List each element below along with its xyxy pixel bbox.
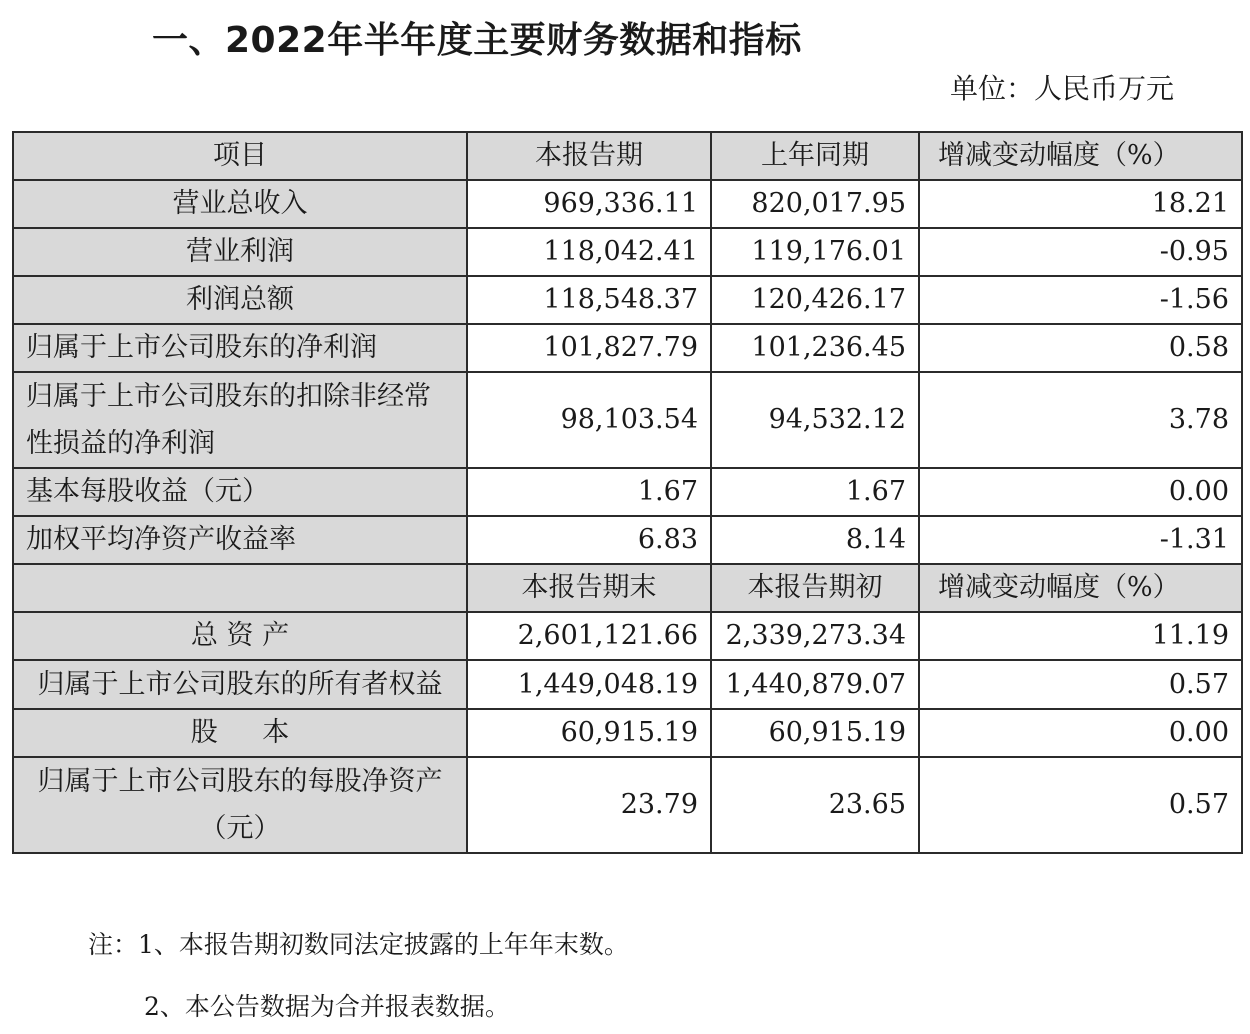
change-value: 0.57: [919, 757, 1242, 853]
table-row: [13, 709, 1242, 757]
footnote-1: 注：1、本报告期初数同法定披露的上年年末数。: [88, 930, 629, 959]
row-label: 营业利润: [13, 228, 467, 276]
current-value: 1.67: [467, 468, 711, 516]
header-period-begin: 本报告期初: [711, 564, 919, 612]
row-label: 股 本: [13, 709, 467, 757]
current-value: 98,103.54: [467, 372, 711, 468]
table-row: [13, 180, 1242, 228]
table-subheader-row: [13, 564, 1242, 612]
currency-unit: 单位：人民币万元: [949, 72, 1174, 105]
table-row: [13, 660, 1242, 709]
prior-value: 94,532.12: [711, 372, 919, 468]
current-value: 6.83: [467, 516, 711, 564]
table-row: [13, 612, 1242, 660]
row-label: 归属于上市公司股东的每股净资产（元）: [13, 757, 467, 853]
header-prior-period: 上年同期: [711, 132, 919, 180]
change-value: 11.19: [919, 612, 1242, 660]
table-row: [13, 276, 1242, 324]
period-end-value: 60,915.19: [467, 709, 711, 757]
table-row: [13, 468, 1242, 516]
period-begin-value: 60,915.19: [711, 709, 919, 757]
header-change-pct: 增减变动幅度（%）: [919, 132, 1242, 180]
table-row: [13, 324, 1242, 372]
prior-value: 1.67: [711, 468, 919, 516]
row-label: 营业总收入: [13, 180, 467, 228]
financial-data-table: [12, 131, 1243, 854]
page-title: 一、2022年半年度主要财务数据和指标: [152, 20, 802, 61]
period-end-value: 2,601,121.66: [467, 612, 711, 660]
change-value: 18.21: [919, 180, 1242, 228]
period-end-value: 23.79: [467, 757, 711, 853]
row-label: 利润总额: [13, 276, 467, 324]
row-label: 基本每股收益（元）: [13, 468, 467, 516]
footnotes: [88, 926, 629, 1026]
prior-value: 119,176.01: [711, 228, 919, 276]
prior-value: 120,426.17: [711, 276, 919, 324]
header-current-period: 本报告期: [467, 132, 711, 180]
period-end-value: 1,449,048.19: [467, 660, 711, 709]
header-change-pct: 增减变动幅度（%）: [919, 564, 1242, 612]
table-row: [13, 228, 1242, 276]
subheader-item: [13, 564, 467, 612]
period-begin-value: 2,339,273.34: [711, 612, 919, 660]
table-header-row: [13, 132, 1242, 180]
change-value: 0.00: [919, 468, 1242, 516]
change-value: -0.95: [919, 228, 1242, 276]
period-begin-value: 1,440,879.07: [711, 660, 919, 709]
current-value: 101,827.79: [467, 324, 711, 372]
header-period-end: 本报告期末: [467, 564, 711, 612]
current-value: 118,042.41: [467, 228, 711, 276]
current-value: 969,336.11: [467, 180, 711, 228]
table-row: [13, 757, 1242, 853]
row-label: 归属于上市公司股东的净利润: [13, 324, 467, 372]
prior-value: 8.14: [711, 516, 919, 564]
header-item: 项目: [13, 132, 467, 180]
change-value: -1.31: [919, 516, 1242, 564]
change-value: 0.00: [919, 709, 1242, 757]
row-label: 总 资 产: [13, 612, 467, 660]
footnote-2: 2、本公告数据为合并报表数据。: [144, 992, 510, 1021]
change-value: 0.57: [919, 660, 1242, 709]
table-row: [13, 516, 1242, 564]
change-value: 0.58: [919, 324, 1242, 372]
row-label: 归属于上市公司股东的所有者权益: [13, 660, 467, 709]
change-value: 3.78: [919, 372, 1242, 468]
row-label: 归属于上市公司股东的扣除非经常性损益的净利润: [13, 372, 467, 468]
period-begin-value: 23.65: [711, 757, 919, 853]
prior-value: 820,017.95: [711, 180, 919, 228]
table-row: [13, 372, 1242, 468]
row-label: 加权平均净资产收益率: [13, 516, 467, 564]
change-value: -1.56: [919, 276, 1242, 324]
prior-value: 101,236.45: [711, 324, 919, 372]
current-value: 118,548.37: [467, 276, 711, 324]
